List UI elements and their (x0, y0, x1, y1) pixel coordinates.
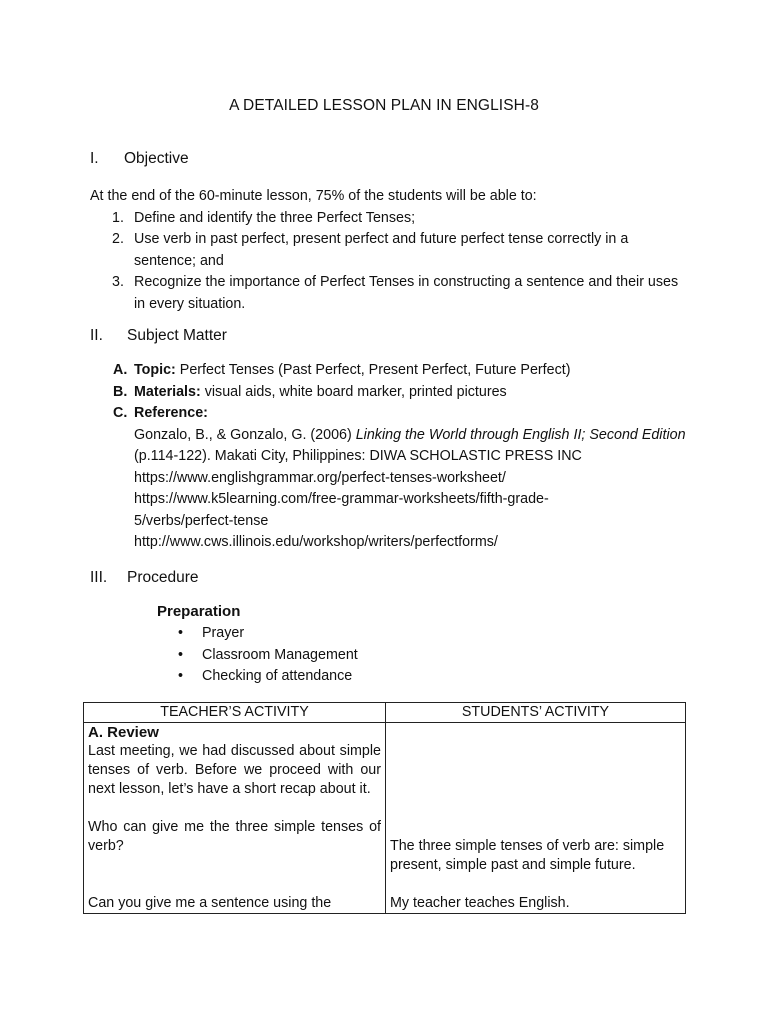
reference-citation (134, 425, 693, 468)
item-number: 1. (112, 209, 124, 226)
item-number: 2. (112, 231, 124, 247)
reference-label: Reference: (134, 405, 208, 421)
item-text: Classroom Management (202, 646, 358, 663)
teacher-activity-header: TEACHER’S ACTIVITY (84, 703, 386, 723)
preparation-heading: Preparation (157, 603, 241, 620)
reference-url-continued[interactable]: 5/verbs/perfect-tense (134, 512, 269, 529)
item-text: Checking of attendance (202, 668, 353, 684)
section-label: Subject Matter (127, 327, 227, 344)
section-number: II. (90, 327, 103, 344)
item-text: Prayer (202, 625, 245, 641)
section-procedure-heading (90, 567, 199, 589)
reference-url[interactable]: http://www.cws.illinois.edu/workshop/writers/perfectforms/ (134, 534, 498, 550)
teacher-text: Last meeting, we had discussed about simple tenses of verb. Before we proceed with our next lesson, let’s have a short recap about it. (88, 743, 381, 797)
students-activity-header: STUDENTS’ ACTIVITY (386, 703, 686, 723)
section-number: I. (90, 150, 99, 167)
reference-item (113, 403, 693, 425)
objective-list (90, 208, 680, 316)
page-title: A DETAILED LESSON PLAN IN ENGLISH-8 (229, 97, 539, 114)
materials-value: visual aids, white board marker, printed pictures (200, 383, 507, 400)
list-item (90, 272, 680, 315)
item-text: Use verb in past perfect, present perfect and future perfect tense correctly in a sentence; and (134, 231, 629, 269)
citation-authors: Gonzalo, B., & Gonzalo, G. (2006) (134, 426, 356, 443)
objective-intro: At the end of the 60-minute lesson, 75% of the students will be able to: (90, 188, 537, 204)
citation-publisher: (p.114-122). Makati City, Philippines: DIWA SCHOLASTIC PRESS INC (134, 448, 582, 464)
item-text: Define and identify the three Perfect Tenses; (134, 209, 416, 226)
item-letter: B. (113, 383, 128, 400)
table-header-row (84, 703, 686, 723)
topic-item (113, 360, 693, 382)
topic-value: Perfect Tenses (Past Perfect, Present Perfect, Future Perfect) (175, 362, 571, 378)
teacher-question: Who can give me the three simple tenses of verb? (88, 819, 381, 854)
reference-body (113, 425, 693, 554)
review-heading: A. Review (88, 724, 159, 741)
bullet-icon: • (178, 625, 184, 641)
materials-item (113, 382, 693, 404)
section-label: Objective (124, 150, 189, 167)
teacher-activity-cell (84, 723, 386, 914)
objective-block (90, 186, 680, 315)
activity-table (83, 702, 686, 914)
section-objective-heading (90, 148, 189, 170)
list-item (90, 208, 680, 230)
section-number: III. (90, 569, 108, 586)
preparation-list (178, 623, 358, 688)
topic-label: Topic: (134, 362, 176, 378)
list-item (178, 666, 358, 688)
item-letter: C. (113, 405, 128, 421)
item-letter: A. (113, 362, 128, 378)
reference-url[interactable]: https://www.k5learning.com/free-grammar-worksheets/fifth-grade- (134, 491, 549, 507)
students-activity-cell (386, 723, 686, 914)
bullet-icon: • (178, 646, 184, 663)
item-number: 3. (112, 274, 124, 290)
bullet-icon: • (178, 668, 184, 684)
reference-url[interactable]: https://www.englishgrammar.org/perfect-tenses-worksheet/ (134, 469, 506, 486)
section-subject-matter-heading (90, 325, 227, 347)
list-item (90, 229, 680, 272)
subject-matter-block (113, 360, 693, 554)
section-label: Procedure (127, 569, 199, 586)
citation-title: Linking the World through English II; Second Edition (355, 426, 686, 443)
teacher-question: Can you give me a sentence using the (88, 895, 332, 911)
list-item (178, 645, 358, 667)
list-item (178, 623, 358, 645)
materials-label: Materials: (134, 383, 201, 400)
table-row (84, 723, 686, 914)
student-answer: My teacher teaches English. (390, 895, 570, 911)
item-text: Recognize the importance of Perfect Tenses in constructing a sentence and their uses in every situation. (134, 274, 679, 312)
student-answer: The three simple tenses of verb are: simple present, simple past and simple future. (390, 838, 665, 873)
